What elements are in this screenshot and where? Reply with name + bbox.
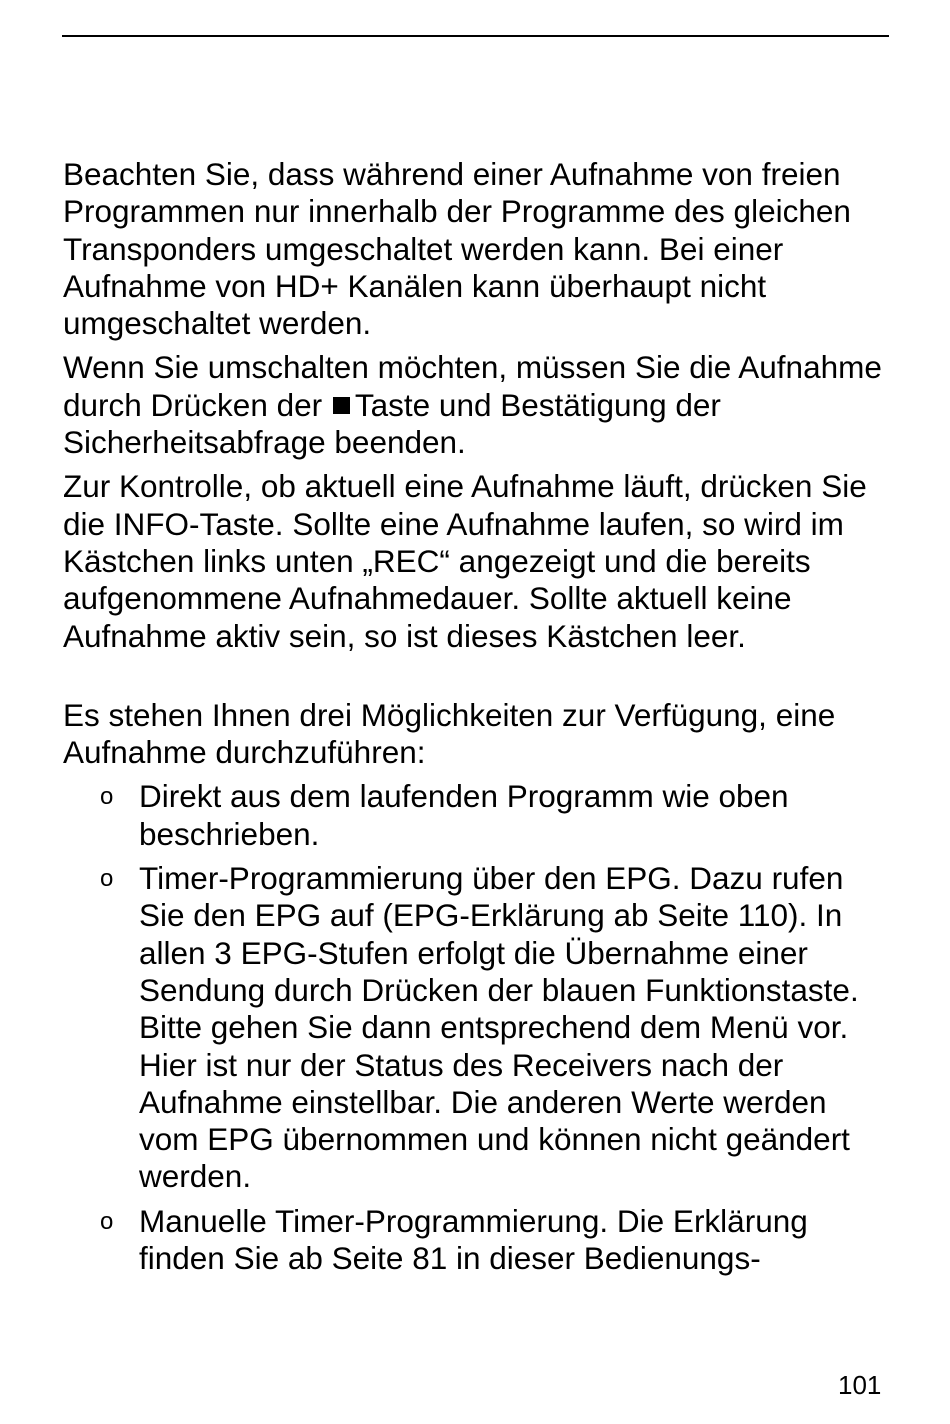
paragraph-stop-recording-text-after: Taste und Bestätigung der Sicherheitsabfrage beenden. <box>63 386 721 461</box>
list-item-text: Manuelle Timer-Programmierung. Die Erklärung finden Sie ab Seite 81 in dieser Bedienungs- <box>139 1202 808 1277</box>
paragraph-recording-options-intro: Es stehen Ihnen drei Möglichkeiten zur Verfügung, eine Aufnahme durchzuführen: <box>63 696 836 771</box>
list-item <box>63 778 893 853</box>
list-item-text: Timer-Programmierung über den EPG. Dazu rufen Sie den EPG auf (EPG-Erklärung ab Seite 110). In allen 3 EPG-Stufen erfolgt die Übernahme einer Sendung durch Drücken der blauen Funktionstaste. Bitte gehen Sie dann entsprechend dem Menü vor. Hier ist nur der Status des Receivers nach der Aufnahme einstellbar. Die anderen Werte werden vom EPG übernommen und können nicht geändert werden. <box>139 860 859 1195</box>
paragraph-stop-recording-text-before: Wenn Sie umschalten möchten, müssen Sie die Aufnahme durch Drücken der <box>63 349 882 423</box>
list-bullet: o <box>100 783 114 811</box>
paragraph-stop-recording <box>63 349 893 461</box>
list-bullet: o <box>100 1207 114 1235</box>
list-item <box>63 860 893 1196</box>
list-item <box>63 1203 893 1278</box>
paragraph-info-check: Zur Kontrolle, ob aktuell eine Aufnahme läuft, drücken Sie die INFO-Taste. Sollte eine Aufnahme laufen, so wird im Kästchen links unten „REC“ angezeigt und die bereits aufgenommene Aufnahmedauer. Sollte aktuell keine Aufnahme aktiv sein, so ist dieses Kästchen leer. <box>63 468 867 654</box>
page-body <box>63 156 893 1284</box>
page-number: 101 <box>838 1370 882 1400</box>
header-rule <box>62 35 889 37</box>
stop-square-icon <box>333 397 350 414</box>
list-item-text: Direkt aus dem laufenden Programm wie oben beschrieben. <box>139 778 789 852</box>
recording-options-list <box>63 778 893 1277</box>
paragraph-switching-restriction: Beachten Sie, dass während einer Aufnahme von freien Programmen nur innerhalb der Programme des gleichen Transponders umgeschaltet werden kann. Bei einer Aufnahme von HD+ Kanälen kann überhaupt nicht umgeschaltet werden. <box>63 156 851 342</box>
list-bullet: o <box>100 865 114 893</box>
